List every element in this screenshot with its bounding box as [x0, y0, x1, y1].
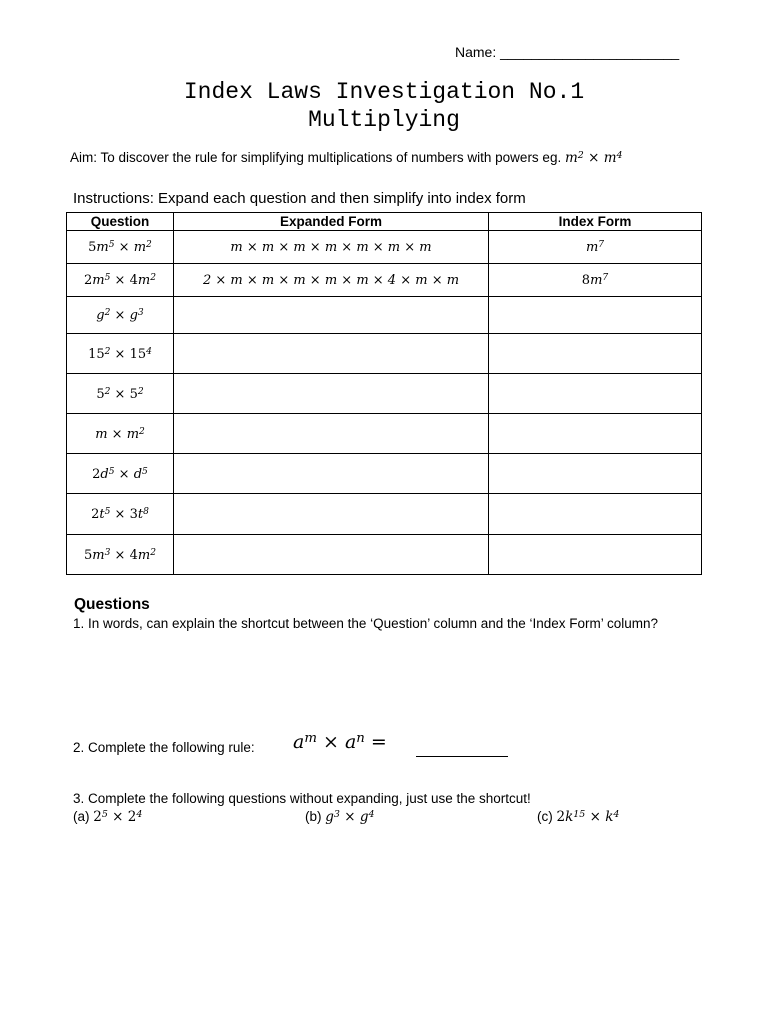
index-form-cell[interactable]: [489, 334, 702, 374]
expanded-form-cell[interactable]: 2 × m × m × m × m × m × 4 × m × m: [174, 264, 489, 297]
table-row: [67, 374, 702, 414]
rule-answer-blank[interactable]: [416, 756, 508, 757]
index-table: [66, 212, 702, 575]
header-expanded-form: Expanded Form: [174, 213, 489, 231]
expanded-form-cell[interactable]: [174, 297, 489, 334]
question-cell: $g^2 \times g^3$: [67, 297, 174, 334]
table-row: [67, 535, 702, 575]
question-3b-expr: $g^3 \times g^4$: [325, 808, 375, 825]
table-row: [67, 494, 702, 535]
expanded-form-cell[interactable]: [174, 535, 489, 575]
name-field[interactable]: Name: _______________________: [455, 44, 680, 60]
table-header-row: [67, 213, 702, 231]
expanded-form-cell[interactable]: [174, 334, 489, 374]
aim-example: $m^2 \times m^4$: [564, 149, 623, 166]
question-cell: $2t^5 \times 3t^8$: [67, 494, 174, 535]
question-cell: $15^2 \times 15^4$: [67, 334, 174, 374]
index-form-cell[interactable]: [489, 494, 702, 535]
table-row: [67, 334, 702, 374]
worksheet-title: [0, 78, 768, 134]
title-line-1: Index Laws Investigation No.1: [183, 79, 585, 105]
question-2-label: 2. Complete the following rule:: [73, 740, 255, 755]
table-row: [67, 454, 702, 494]
question-cell: $5m^3 \times 4m^2$: [67, 535, 174, 575]
table-row: [67, 414, 702, 454]
table-row: [67, 297, 702, 334]
index-form-cell[interactable]: $8m^7$: [489, 264, 702, 297]
table-row: [67, 264, 702, 297]
index-form-cell[interactable]: [489, 297, 702, 334]
expanded-form-cell[interactable]: [174, 494, 489, 535]
aim-text: Aim: To discover the rule for simplifying multiplications of numbers with powers eg.: [70, 150, 562, 165]
header-question: Question: [67, 213, 174, 231]
index-form-cell[interactable]: [489, 374, 702, 414]
question-cell: $2d^5 \times d^5$: [67, 454, 174, 494]
table-row: [67, 231, 702, 264]
index-form-cell[interactable]: $m^7$: [489, 231, 702, 264]
question-cell: $2m^5 \times 4m^2$: [67, 264, 174, 297]
index-form-cell[interactable]: [489, 535, 702, 575]
header-index-form: Index Form: [489, 213, 702, 231]
question-1: 1. In words, can explain the shortcut between the ‘Question’ column and the ‘Index Form’ column?: [73, 616, 659, 631]
index-form-cell[interactable]: [489, 414, 702, 454]
expanded-form-cell[interactable]: m × m × m × m × m × m × m: [174, 231, 489, 264]
title-line-2: Multiplying: [308, 107, 460, 133]
questions-heading: Questions: [74, 596, 150, 613]
question-3a: (a) $2^5 \times 2^4$: [73, 808, 143, 825]
index-rule: $a^m \times a^n$ =: [293, 731, 387, 753]
question-cell: $5^2 \times 5^2$: [67, 374, 174, 414]
expanded-form-cell[interactable]: [174, 374, 489, 414]
question-3: 3. Complete the following questions without expanding, just use the shortcut!: [73, 791, 531, 806]
aim-statement: [70, 150, 623, 166]
question-3b: (b) $g^3 \times g^4$: [305, 808, 375, 825]
expanded-form-cell[interactable]: [174, 414, 489, 454]
question-cell: $5m^5 \times m^2$: [67, 231, 174, 264]
index-form-cell[interactable]: [489, 454, 702, 494]
question-3c-expr: $2k^{15} \times k^4$: [556, 808, 620, 825]
question-3c: (c) $2k^{15} \times k^4$: [537, 808, 620, 825]
question-3a-expr: $2^5 \times 2^4$: [93, 808, 143, 825]
instructions: Instructions: Expand each question and then simplify into index form: [73, 190, 526, 207]
question-cell: $m \times m^2$: [67, 414, 174, 454]
expanded-form-cell[interactable]: [174, 454, 489, 494]
